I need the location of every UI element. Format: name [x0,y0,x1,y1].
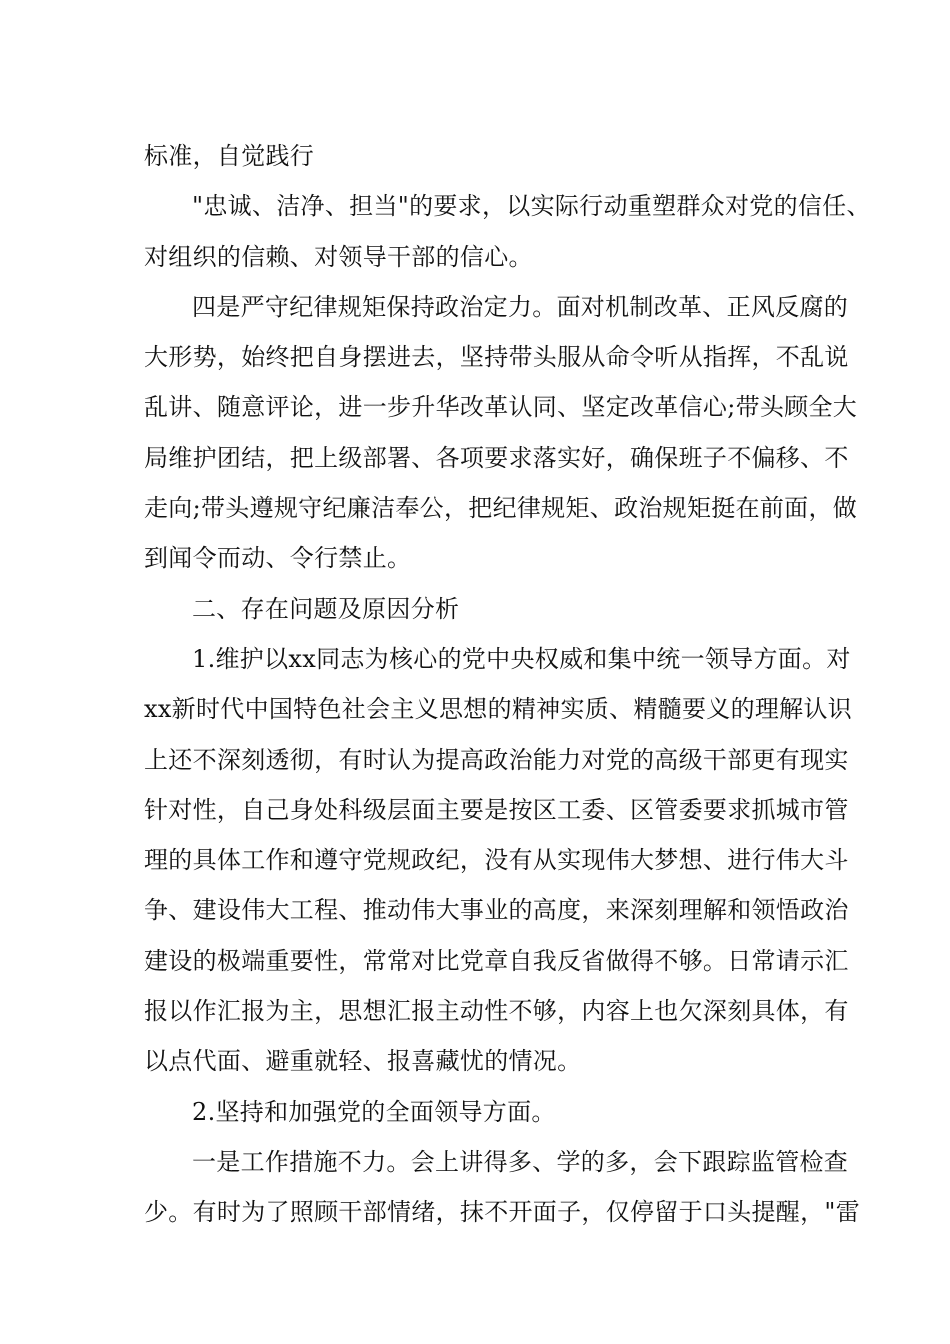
text-line: xx新时代中国特色社会主义思想的精神实质、精髓要义的理解认识 [144,695,853,724]
text-line: 乱讲、随意评论，进一步升华改革认同、坚定改革信心;带头顾全大 [144,393,858,422]
text-line: 大形势，始终把自身摆进去，坚持带头服从命令听从指挥，不乱说 [144,343,849,372]
text-line: 以点代面、避重就轻、报喜藏忧的情况。 [144,1047,582,1076]
text-line: 少。有时为了照顾干部情绪，抹不开面子，仅停留于口头提醒，"雷 [144,1198,861,1227]
text-line: 建设的极端重要性，常常对比党章自我反省做得不够。日常请示汇 [144,946,849,975]
document-body [144,131,871,1238]
text-line: 理的具体工作和遵守党规政纪，没有从实现伟大梦想、进行伟大斗 [144,846,849,875]
text-line: 标准，自觉践行 [144,142,315,170]
text-line: 走向;带头遵规守纪廉洁奉公，把纪律规矩、政治规矩挺在前面，做 [144,494,858,523]
text-line: 上还不深刻透彻，有时认为提高政治能力对党的高级干部更有现实 [144,745,849,774]
text-line: "忠诚、洁净、担当"的要求，以实际行动重塑群众对党的信任、 [192,192,871,221]
text-line: 1.维护以xx同志为核心的党中央权威和集中统一领导方面。对 [192,644,851,673]
text-line: 对组织的信赖、对领导干部的信心。 [144,242,533,271]
text-line: 争、建设伟大工程、推动伟大事业的高度，来深刻理解和领悟政治 [144,896,849,925]
text-line: 到闻令而动、令行禁止。 [144,544,412,573]
text-line: 报以作汇报为主，思想汇报主动性不够，内容上也欠深刻具体，有 [144,997,849,1026]
text-line: 局维护团结，把上级部署、各项要求落实好，确保班子不偏移、不 [144,443,849,472]
text-line: 一是工作措施不力。会上讲得多、学的多，会下跟踪监管检查 [192,1147,849,1176]
text-line: 针对性，自己身处科级层面主要是按区工委、区管委要求抓城市管 [144,795,849,824]
text-line: 四是严守纪律规矩保持政治定力。面对机制改革、正风反腐的 [192,292,849,321]
text-line: 2.坚持和加强党的全面领导方面。 [192,1097,556,1126]
text-line: 二、存在问题及原因分析 [192,594,460,623]
